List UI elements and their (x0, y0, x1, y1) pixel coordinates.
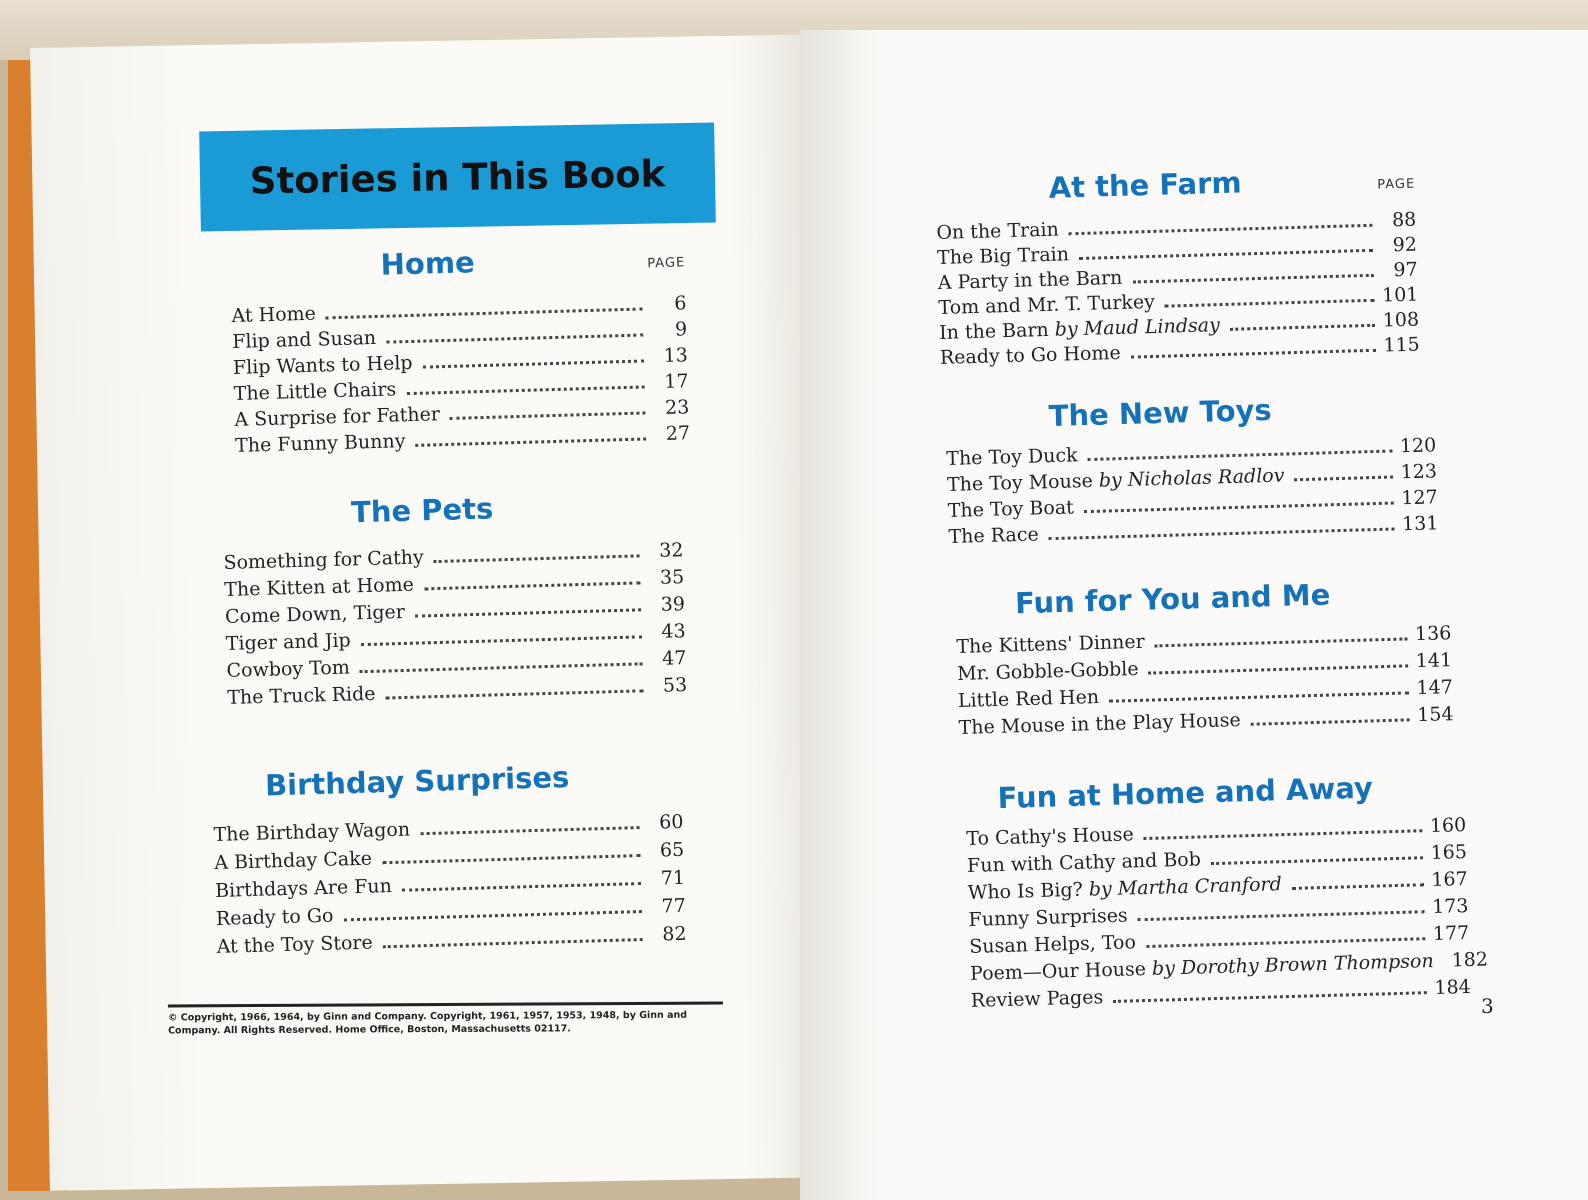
entry-title (232, 327, 376, 353)
entry-title-text: Birthdays Are Fun (215, 875, 392, 902)
toc-section (230, 247, 685, 260)
entry-page-number: 165 (1430, 841, 1467, 864)
entry-title (233, 352, 413, 379)
entry-page-number: 27 (654, 422, 691, 445)
entry-title (958, 709, 1241, 739)
page-column-label: PAGE (1377, 177, 1415, 193)
entry-page-number: 101 (1382, 284, 1419, 307)
entry-page-number: 127 (1401, 486, 1438, 509)
entry-title (956, 631, 1145, 658)
dot-leader (1132, 274, 1373, 284)
entry-author: Nicholas Radlov (1127, 465, 1284, 491)
entry-title (938, 267, 1123, 294)
toc-section (945, 396, 1435, 410)
dot-leader (1149, 664, 1408, 674)
entry-title (216, 932, 373, 958)
toc-section (212, 765, 682, 778)
dot-leader (1294, 476, 1392, 482)
section-heading: Fun for You and Me (955, 576, 1391, 622)
entry-page-number: 39 (649, 593, 686, 616)
entry-page-number: 147 (1416, 676, 1453, 699)
dot-leader (415, 608, 641, 617)
dot-leader (423, 359, 644, 368)
entry-title-text: The Toy Mouse (947, 470, 1093, 496)
entry-title (967, 848, 1201, 877)
entry-title-text: Ready to Go Home (940, 342, 1121, 369)
entry-page-number: 115 (1383, 334, 1420, 357)
entry-title (234, 403, 440, 431)
dot-leader (402, 882, 641, 892)
dot-leader (450, 411, 646, 419)
entry-title-text: Tom and Mr. T. Turkey (938, 291, 1155, 319)
dot-leader (360, 662, 643, 673)
entry-title (948, 496, 1075, 522)
toc-section (222, 494, 682, 507)
entry-title-text: Come Down, Tiger (225, 601, 405, 628)
entry-page-number: 88 (1380, 209, 1417, 232)
entry-title-text: Little Red Hen (958, 686, 1100, 712)
section-heading: Fun at Home and Away (965, 770, 1406, 816)
entry-title (223, 546, 424, 574)
entry-page-number: 6 (650, 292, 687, 315)
entry-page-number: 154 (1417, 703, 1454, 726)
entry-title (968, 905, 1128, 931)
entry-title (957, 658, 1139, 685)
entry-title-text: Poem—Our House (970, 958, 1146, 985)
entry-title-text: Flip Wants to Help (233, 352, 413, 379)
entry-title-text: The Funny Bunny (235, 430, 406, 457)
dot-leader (1211, 856, 1423, 865)
dot-leader (326, 308, 643, 320)
entry-title (225, 601, 405, 628)
toc-entry[interactable] (216, 923, 686, 958)
dot-leader (1146, 937, 1425, 948)
entry-title (233, 378, 396, 405)
entry-page-number: 43 (649, 620, 686, 643)
dot-leader (415, 437, 646, 446)
entry-title-text: In the Barn (939, 319, 1049, 344)
entry-page-number: 160 (1430, 814, 1467, 837)
entry-title (969, 931, 1136, 958)
dot-leader (1131, 349, 1376, 359)
dot-leader (386, 333, 643, 343)
entry-title-text: Ready to Go (216, 905, 334, 930)
copyright-notice: © Copyright, 1966, 1964, by Ginn and Company. Copyright, 1961, 1957, 1953, 1948, by Ginn and Company. All Rights Reserved. Home Office, Boston, Massachusetts 02117. (168, 1002, 723, 1038)
entry-page-number: 141 (1415, 649, 1452, 672)
page-number: 3 (1481, 994, 1494, 1018)
dot-leader (434, 554, 640, 563)
entry-page-number: 108 (1382, 309, 1419, 332)
dot-leader (1165, 299, 1374, 308)
entry-author: Martha Cranford (1117, 873, 1282, 900)
entry-title (226, 629, 351, 654)
dot-leader (1138, 910, 1425, 921)
dot-leader (383, 938, 643, 948)
page-title: Stories in This Book (249, 152, 665, 202)
entry-page-number: 97 (1381, 259, 1418, 282)
entry-title-text: The Toy Duck (946, 444, 1078, 470)
entry-page-number: 131 (1402, 512, 1439, 535)
dot-leader (386, 689, 644, 699)
entry-page-number: 35 (648, 566, 685, 589)
entry-title-text: A Surprise for Father (234, 403, 440, 431)
entry-page-number: 167 (1431, 868, 1468, 891)
dot-leader (420, 826, 639, 835)
dot-leader (1109, 691, 1409, 702)
entry-title-text: The Big Train (937, 243, 1069, 269)
entry-page-number: 13 (652, 344, 689, 367)
entry-page-number: 23 (653, 396, 690, 419)
entry-title-text: Something for Cathy (223, 546, 424, 574)
entry-page-number: 173 (1432, 895, 1469, 918)
entry-title-text: The Little Chairs (233, 378, 396, 405)
entry-page-number: 92 (1381, 234, 1418, 257)
entry-title-text: A Birthday Cake (214, 848, 372, 874)
section-heading: The Pets (222, 488, 623, 533)
entry-title (235, 430, 406, 457)
entry-title (226, 656, 350, 681)
page-column-label: PAGE (647, 255, 685, 271)
entry-title (227, 683, 376, 709)
entry-title-text: Flip and Susan (232, 327, 376, 353)
entry-page-number: 60 (647, 811, 684, 834)
entry-page-number: 120 (1400, 434, 1437, 457)
entry-title (966, 823, 1134, 850)
entry-title-text: Susan Helps, Too (969, 931, 1136, 958)
toc-section (965, 776, 1465, 790)
entry-title (224, 574, 414, 601)
entry-title-text: At the Toy Store (216, 932, 373, 958)
entry-title (948, 523, 1039, 548)
entry-page-number: 182 (1451, 948, 1488, 971)
dot-leader (1292, 883, 1424, 890)
entry-title (971, 986, 1104, 1012)
entry-title-text: The Race (948, 523, 1039, 548)
dot-leader (1084, 502, 1394, 514)
entry-title-text: Mr. Gobble-Gobble (957, 658, 1139, 685)
entry-page-number: 17 (652, 370, 689, 393)
dot-leader (1155, 637, 1407, 647)
entry-title (214, 848, 372, 874)
entry-page-number: 9 (651, 318, 688, 341)
entry-title (958, 686, 1100, 712)
entry-title (213, 818, 410, 845)
entry-title (936, 219, 1059, 244)
entry-page-number: 184 (1434, 976, 1471, 999)
entry-title (216, 905, 334, 930)
dot-leader (1144, 829, 1422, 840)
entry-title-text: At Home (231, 303, 316, 327)
section-heading: Home (230, 241, 626, 286)
entry-page-number: 177 (1433, 922, 1470, 945)
section-heading: Birthday Surprises (212, 759, 623, 804)
dot-leader (424, 581, 640, 590)
entry-page-number: 47 (650, 647, 687, 670)
entry-title (215, 875, 392, 902)
dot-leader (344, 910, 642, 921)
toc-section (935, 169, 1415, 182)
dot-leader (1049, 528, 1395, 541)
entry-title-text: Cowboy Tom (226, 656, 350, 681)
dot-leader (1079, 249, 1373, 260)
entry-title (938, 291, 1155, 319)
entry-title-text: Fun with Cathy and Bob (967, 848, 1201, 877)
entry-title-text: The Mouse in the Play House (958, 709, 1241, 739)
entry-title-text: The Birthday Wagon (213, 818, 410, 845)
entry-title-text: A Party in the Barn (938, 267, 1123, 294)
entry-title (946, 444, 1078, 470)
entry-title (968, 873, 1282, 904)
entry-title-text: Who Is Big? (968, 879, 1084, 904)
by-label: by (1089, 878, 1113, 901)
entry-author: Maud Lindsay (1083, 314, 1220, 340)
by-label: by (1152, 957, 1176, 980)
section-heading: At the Farm (935, 162, 1356, 208)
title-banner (199, 123, 716, 232)
entry-page-number: 136 (1415, 622, 1452, 645)
dot-leader (1251, 718, 1410, 725)
entry-title (231, 303, 316, 327)
entry-title-text: The Toy Boat (948, 496, 1075, 522)
section-heading: The New Toys (945, 390, 1376, 436)
entry-title-text: Tiger and Jip (226, 629, 351, 654)
toc-section (955, 582, 1450, 596)
entry-page-number: 32 (647, 539, 684, 562)
entry-title-text: The Truck Ride (227, 683, 376, 709)
entry-page-number: 71 (649, 867, 686, 890)
entry-title (940, 342, 1121, 369)
entry-page-number: 82 (650, 923, 687, 946)
entry-page-number: 65 (648, 839, 685, 862)
entry-title-text: Review Pages (971, 986, 1104, 1012)
entry-author: Dorothy Brown Thompson (1181, 950, 1434, 979)
entry-title-text: To Cathy's House (966, 823, 1134, 850)
by-label: by (1099, 469, 1123, 492)
entry-page-number: 77 (649, 895, 686, 918)
dot-leader (406, 385, 644, 395)
entry-title (937, 243, 1069, 269)
entry-title-text: Funny Surprises (968, 905, 1128, 931)
entry-page-number: 53 (651, 674, 688, 697)
entry-title-text: On the Train (936, 219, 1059, 244)
entry-title-text: The Kitten at Home (224, 574, 414, 601)
dot-leader (1230, 324, 1375, 331)
by-label: by (1054, 318, 1078, 341)
entry-page-number: 123 (1400, 460, 1437, 483)
dot-leader (382, 854, 640, 864)
dot-leader (1088, 450, 1392, 462)
entry-title-text: The Kittens' Dinner (956, 631, 1145, 658)
dot-leader (1113, 991, 1426, 1003)
dot-leader (361, 635, 642, 646)
dot-leader (1069, 224, 1373, 235)
